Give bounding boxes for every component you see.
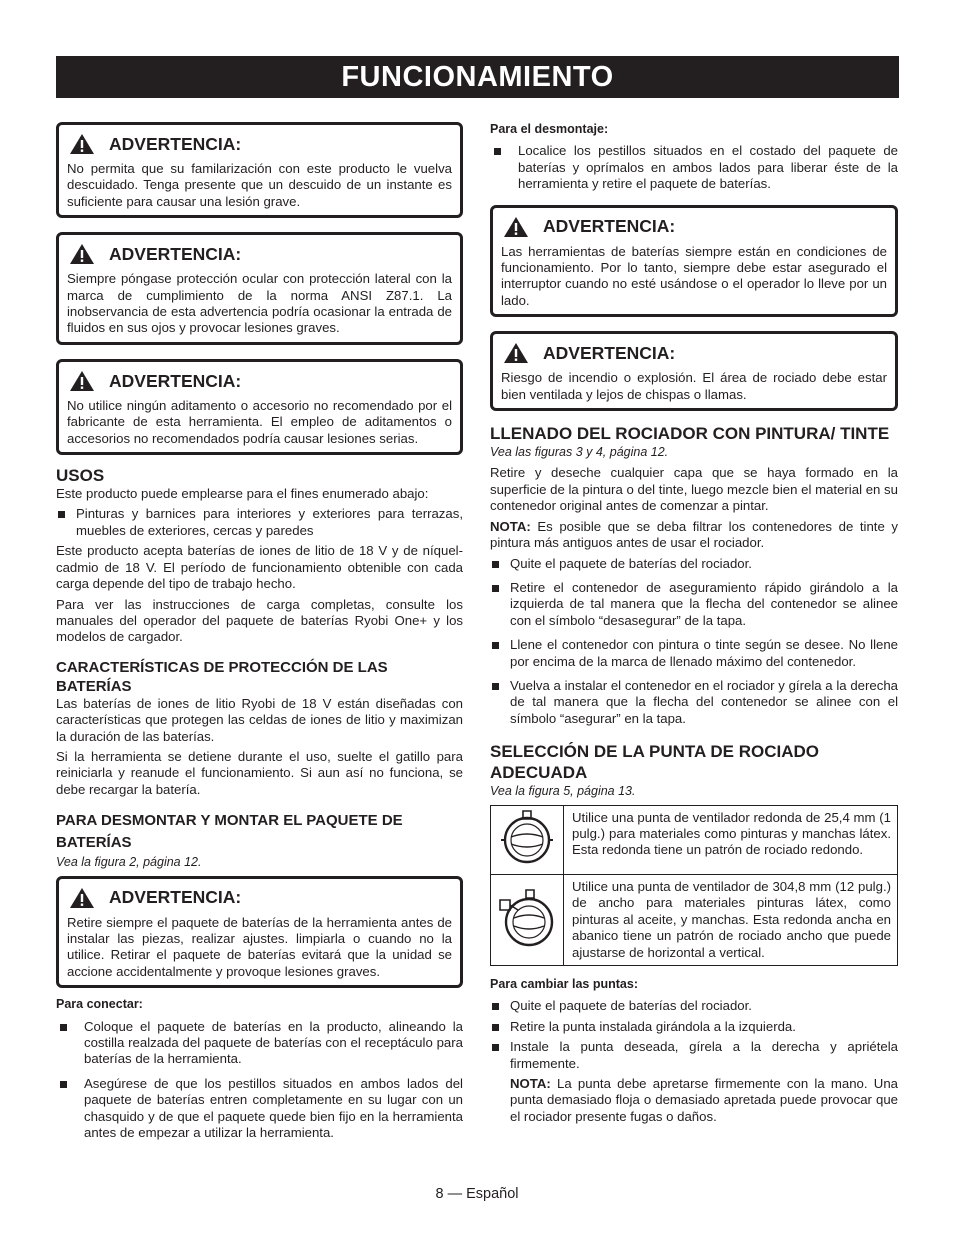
proteccion-paragraph: Si la herramienta se detiene durante el uso, suelte el gatillo para reiniciarla y reanude el funcionamiento. Si aun así no funciona, se debe recargar la batería. bbox=[56, 748, 463, 797]
list-item bbox=[56, 506, 463, 539]
tip-description: Utilice una punta de ventilador de 304,8 mm (12 pulg.) de ancho para materiales pinturas látex, como pinturas al aceite, y manchas. Esta redonda ancha en abanico tiene un patrón de rociado ancho que puede ajustarse de horizontal a vertical. bbox=[564, 874, 898, 965]
warning-icon bbox=[69, 243, 95, 265]
llenado-paragraph: Retire y deseche cualquier capa que se haya formado en la superficie de la pintura o del tinte, luego mezcle bien el material en su contenedor original antes de comenzar a pintar. bbox=[490, 465, 898, 514]
warning-icon bbox=[503, 216, 529, 238]
page-title: FUNCIONAMIENTO bbox=[56, 56, 899, 98]
warning-label: ADVERTENCIA: bbox=[109, 244, 242, 265]
warning-text: Siempre póngase protección ocular con protección lateral con la marca de cumplimiento de la norma ANSI Z87.1. La inobservancia de esta advertencia podría ocasionar la entrada de fluidos en sus ojos y provocar lesiones graves. bbox=[67, 271, 452, 336]
bullet-icon bbox=[492, 683, 499, 690]
bullet-icon bbox=[492, 1024, 499, 1031]
bullet-icon bbox=[492, 642, 499, 649]
bullet-icon bbox=[492, 1003, 499, 1010]
list-item bbox=[56, 1076, 463, 1142]
warning-box bbox=[56, 232, 463, 345]
bullet-icon bbox=[60, 1081, 67, 1088]
list-item-text: Retire el contenedor de aseguramiento rápido girándolo a la izquierda de tal manera que la flecha del contenedor se alinee con el símbolo “desasegurar” de la tapa. bbox=[510, 579, 898, 628]
bullet-icon bbox=[58, 511, 65, 518]
list-item-text: Retire la punta instalada girándola a la izquierda. bbox=[510, 1018, 796, 1034]
list-item bbox=[490, 143, 898, 192]
left-column bbox=[56, 122, 463, 1145]
list-item-text: Instale la punta deseada, gírela a la derecha y apriétela firmemente. bbox=[510, 1039, 898, 1071]
section-heading-llenado: LLENADO DEL ROCIADOR CON PINTURA/ TINTE bbox=[490, 424, 890, 444]
list-item bbox=[490, 1019, 898, 1035]
note-text: La punta debe apretarse firmemente con la mano. Una punta demasiado floja o demasiado apretada puede provocar que el rociador presente fugas o daños. bbox=[510, 1076, 898, 1124]
round-spray-tip-icon bbox=[497, 807, 557, 869]
list-item-text: Quite el paquete de baterías del rociador. bbox=[510, 998, 752, 1014]
warning-box bbox=[56, 359, 463, 455]
section-heading-desmontar: PARA DESMONTAR Y MONTAR EL PAQUETE DE BATERÍAS bbox=[56, 812, 403, 852]
conectar-label: Para conectar: bbox=[56, 997, 143, 1012]
figure-reference: Vea la figura 2, página 12. bbox=[56, 855, 202, 870]
list-item-text: Coloque el paquete de baterías en la producto, alineando la costilla realzada del paquete de baterías con el receptáculo para baterías de la herramienta. bbox=[84, 1018, 463, 1067]
usos-intro: Este producto puede emplearse para el fines enumerado abajo: bbox=[56, 486, 429, 502]
section-heading-usos: USOS bbox=[56, 466, 105, 486]
bullet-icon bbox=[492, 561, 499, 568]
warning-text: Retire siempre el paquete de baterías de la herramienta antes de instalar las piezas, realizar ajustes. limpiarla o cuando no la utilice. Retirar el paquete de baterías evitará que la unidad se accione accidentalmente y provoque lesiones graves. bbox=[67, 914, 452, 979]
list-item bbox=[490, 678, 898, 727]
spray-tip-table bbox=[490, 805, 898, 966]
table-row bbox=[491, 805, 898, 874]
bullet-icon bbox=[492, 585, 499, 592]
warning-icon bbox=[69, 887, 95, 909]
warning-label: ADVERTENCIA: bbox=[543, 343, 676, 364]
note-label: NOTA: bbox=[490, 518, 531, 534]
cambiar-label: Para cambiar las puntas: bbox=[490, 977, 638, 991]
figure-reference: Vea las figuras 3 y 4, página 12. bbox=[490, 445, 669, 460]
right-column bbox=[490, 121, 898, 1129]
table-row bbox=[491, 874, 898, 965]
seleccion-note bbox=[490, 1076, 898, 1125]
list-item-text: Asegúrese de que los pestillos situados en ambos lados del paquete de baterías entren completamente en su lugar con un chasquido y de que el paquete quede bien fijo en la herramienta antes de empezar a utilizar la herramienta. bbox=[84, 1075, 463, 1141]
warning-box bbox=[490, 205, 898, 318]
warning-box bbox=[490, 331, 898, 411]
llenado-note bbox=[490, 519, 898, 552]
note-text: Es posible que se deba filtrar los contenedores de tinte y pintura más antiguos antes de usar el rociador. bbox=[490, 518, 898, 551]
list-item-text: Llene el contenedor con pintura o tinte según se desee. No llene por encima de la marca de llenado máximo del contenedor. bbox=[510, 637, 898, 669]
warning-icon bbox=[69, 133, 95, 155]
list-item bbox=[490, 998, 898, 1014]
list-item-text: Localice los pestillos situados en el costado del paquete de baterías y oprímalos en ambos lados para liberar éste de la herramienta y retire el paquete de baterías. bbox=[518, 143, 898, 192]
section-heading-proteccion: CARACTERÍSTICAS DE PROTECCIÓN DE LAS BATERÍAS bbox=[56, 658, 388, 695]
list-item-text: Quite el paquete de baterías del rociador. bbox=[510, 555, 752, 571]
list-item-text: Vuelva a instalar el contenedor en el rociador y gírela a la derecha de tal manera que la flecha del contenedor se alinee con el símbolo “asegurar” en la tapa. bbox=[510, 677, 898, 726]
usos-paragraph: Para ver las instrucciones de carga completas, consulte los manuales del operador del paquete de baterías Ryobi One+ y los modelos de cargador. bbox=[56, 596, 463, 645]
list-item bbox=[490, 580, 898, 629]
note-label: NOTA: bbox=[510, 1076, 551, 1092]
warning-box bbox=[56, 122, 463, 218]
list-item bbox=[490, 556, 898, 572]
warning-icon bbox=[69, 370, 95, 392]
bullet-icon bbox=[60, 1024, 67, 1031]
page-number: 8 — Español bbox=[435, 1186, 519, 1202]
list-item bbox=[56, 1019, 463, 1068]
warning-label: ADVERTENCIA: bbox=[109, 133, 242, 154]
bullet-icon bbox=[494, 148, 501, 155]
warning-text: No permita que su familarización con este producto le vuelva descuidado. Tenga presente que un descuido de un instante es suficiente para causar una lesión grave. bbox=[67, 161, 452, 209]
tip-description: Utilice una punta de ventilador redonda de 25,4 mm (1 pulg.) para materiales como pinturas y manchas látex. Esta redonda tiene un patrón de rociado redondo. bbox=[564, 805, 898, 874]
warning-icon bbox=[503, 342, 529, 364]
list-item bbox=[490, 637, 898, 670]
bullet-icon bbox=[492, 1044, 499, 1051]
warning-text: Riesgo de incendio o explosión. El área de rociado debe estar bien ventilada y lejos de chispas o llamas. bbox=[501, 370, 887, 402]
warning-text: No utilice ningún aditamento o accesorio no recomendado por el fabricante de esta herramienta. El empleo de aditamentos o accesorios no recomendados podría causar lesiones serias. bbox=[67, 397, 452, 446]
warning-label: ADVERTENCIA: bbox=[109, 887, 242, 908]
section-heading-seleccion: SELECCIÓN DE LA PUNTA DE ROCIADO ADECUADA bbox=[490, 742, 819, 783]
desmontaje-label: Para el desmontaje: bbox=[490, 122, 609, 136]
warning-label: ADVERTENCIA: bbox=[543, 216, 676, 237]
warning-text: Las herramientas de baterías siempre están en condiciones de funcionamiento. Por lo tanto, siempre debe estar asegurado el interruptor cuando no esté usándose o el operador lo lleve por un lado. bbox=[501, 243, 887, 308]
fan-spray-tip-icon bbox=[496, 880, 558, 956]
list-item-text: Pinturas y barnices para interiores y exteriores para terrazas, muebles de exteriores, cercas y paredes bbox=[76, 506, 463, 538]
wide-tip-illustration bbox=[491, 874, 564, 965]
figure-reference: Vea la figura 5, página 13. bbox=[490, 784, 636, 799]
proteccion-paragraph: Las baterías de iones de litio Ryobi de 18 V están diseñadas con características que protegen las celdas de iones de litio y maximizan la duración de las baterías. bbox=[56, 695, 463, 744]
list-item bbox=[490, 1039, 898, 1072]
usos-paragraph: Este producto acepta baterías de iones de litio de 18 V y de níquel-cadmio de 18 V. El período de funcionamiento obtenible con cada carga depende del tipo de trabajo hecho. bbox=[56, 543, 463, 592]
warning-label: ADVERTENCIA: bbox=[109, 370, 242, 391]
warning-box bbox=[56, 876, 463, 989]
round-tip-illustration bbox=[491, 805, 564, 874]
